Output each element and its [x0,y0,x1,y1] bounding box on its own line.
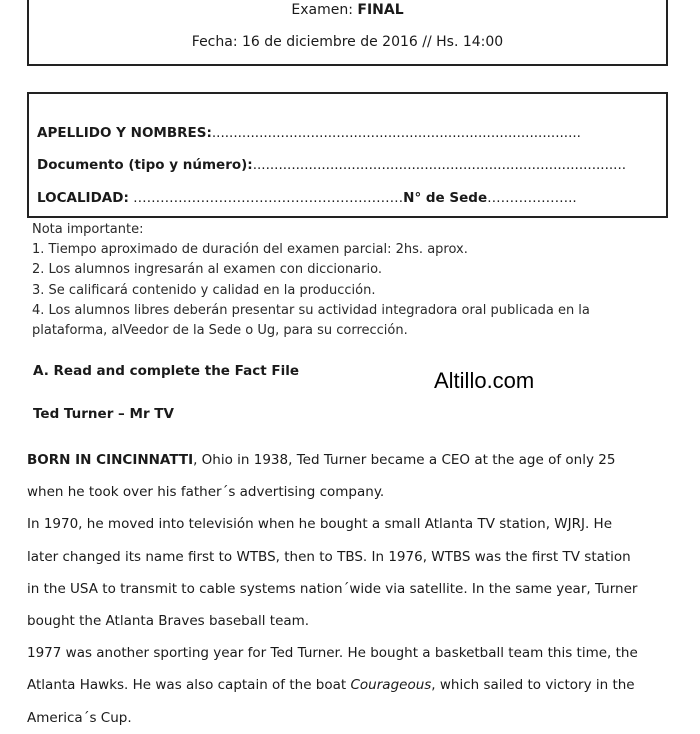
document-field [37,157,626,173]
name-label: APELLIDO Y NOMBRES: [37,125,212,141]
locality-field [37,190,577,206]
note-item: 4. Los alumnos libres deberán presentar su actividad integradora oral publicada en la [32,302,590,318]
student-info-box [27,92,668,218]
passage-caps: BORN IN CINCINNATTI [27,452,194,468]
boat-name: Courageous [350,677,432,694]
exam-type: FINAL [357,2,404,18]
note-item: plataforma, alVeedor de la Sede o Ug, para su corrección. [32,323,408,339]
document-dots: ....................................................................................... [252,157,627,173]
locality-label: LOCALIDAD: [37,190,129,206]
passage-line: when he took over his father´s advertising company. [27,484,385,501]
important-notes [32,220,682,341]
note-item: 3. Se calificará contenido y calidad en la producción. [32,282,376,298]
passage-line: 1977 was another sporting year for Ted Turner. He bought a basketball team this time, the [27,645,638,662]
locality-dots: …………………………………………………… [128,190,404,206]
passage-line [27,669,687,701]
exam-label: Examen: [291,2,353,18]
note-item: 2. Los alumnos ingresarán al examen con diccionario. [32,262,382,278]
passage-text: Atlanta Hawks. He was also captain of the boat [27,677,351,694]
document-label: Documento (tipo y número): [37,157,253,173]
passage-line: In 1970, he moved into televisión when he bought a small Atlanta TV station, WJRJ. He [27,516,613,533]
passage-line: bought the Atlanta Braves baseball team. [27,613,310,630]
sede-dots: ……………….. [487,190,577,206]
reading-passage [27,444,687,734]
watermark: Altillo.com [434,368,535,393]
name-field [37,125,581,141]
exam-title [29,2,666,18]
passage-text: , which sailed to victory in the [431,677,635,694]
notes-heading: Nota importante: [32,222,144,237]
passage-line [27,444,687,476]
note-item: 1. Tiempo aproximado de duración del examen parcial: 2hs. aprox. [32,242,468,258]
exam-date: Fecha: 16 de diciembre de 2016 // Hs. 14:00 [191,34,504,50]
name-dots: ...................................................................................... [211,125,581,141]
exam-header-box [27,0,668,66]
passage-text: , Ohio in 1938, Ted Turner became a CEO at the age of only 25 [193,452,616,468]
passage-line: America´s Cup. [27,709,132,726]
passage-line: in the USA to transmit to cable systems nation´wide via satellite. In the same year, Turner [27,580,638,597]
section-title: A. Read and complete the Fact File [33,363,299,379]
sede-label: N° de Sede [403,190,488,206]
reading-subtitle: Ted Turner – Mr TV [33,406,174,422]
passage-line: later changed its name first to WTBS, then to TBS. In 1976, WTBS was the first TV station [27,548,631,565]
